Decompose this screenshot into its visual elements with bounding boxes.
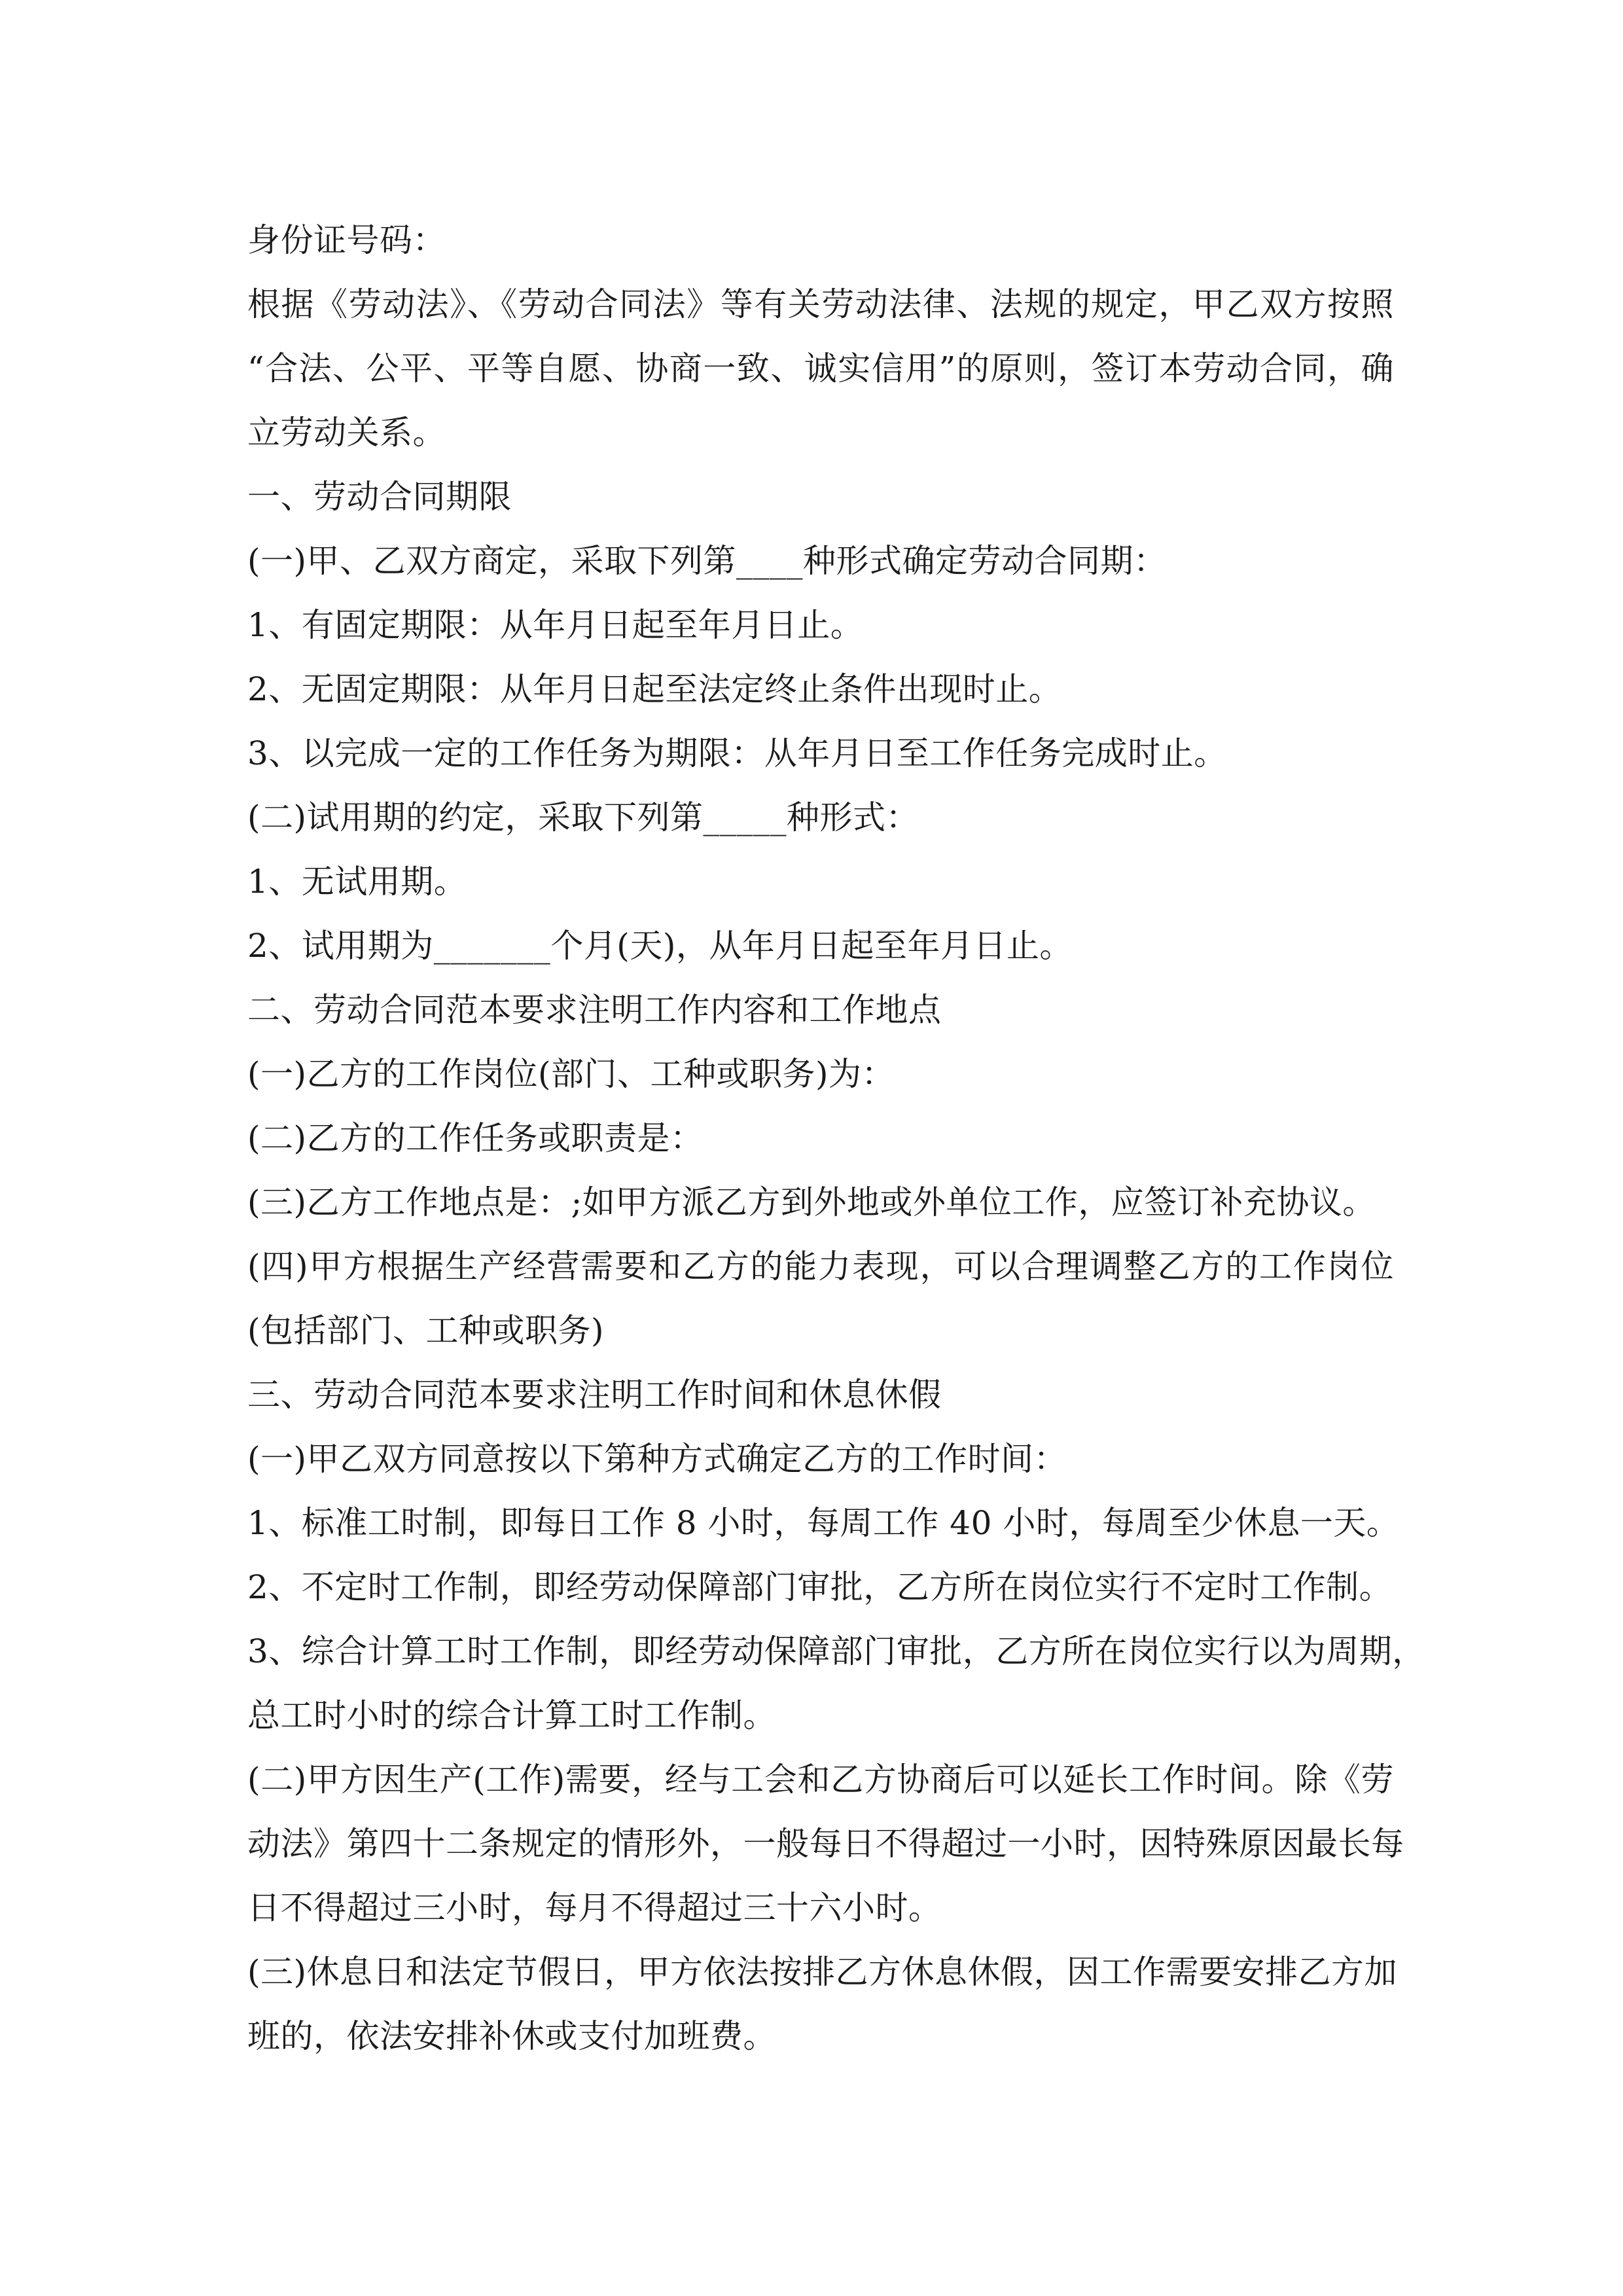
clause-1-2-option-2: 2、试用期为_______个月(天)，从年月日起至年月日止。 bbox=[247, 927, 1073, 965]
id-number-line: 身份证号码： bbox=[247, 221, 446, 259]
clause-1-2-option-1: 1、无试用期。 bbox=[247, 863, 467, 901]
clause-3-3-line-2: 班的，依法安排补休或支付加班费。 bbox=[247, 2017, 776, 2055]
document-body bbox=[247, 208, 1425, 2068]
clause-3-1: (一)甲乙双方同意按以下第种方式确定乙方的工作时间： bbox=[247, 1440, 1067, 1478]
clause-1-2: (二)试用期的约定，采取下列第_____种形式： bbox=[247, 798, 919, 836]
section-heading-2: 二、劳动合同范本要求注明工作内容和工作地点 bbox=[247, 991, 942, 1029]
section-heading-3: 三、劳动合同范本要求注明工作时间和休息休假 bbox=[247, 1376, 942, 1414]
clause-3-1-option-3-line-1: 3、综合计算工时工作制，即经劳动保障部门审批，乙方所在岗位实行以为周期， bbox=[247, 1632, 1425, 1670]
preamble-line-3: 立劳动关系。 bbox=[247, 414, 446, 452]
clause-1-1-option-3: 3、以完成一定的工作任务为期限：从年月日至工作任务完成时止。 bbox=[247, 734, 1227, 772]
clause-3-1-option-2: 2、不定时工作制，即经劳动保障部门审批，乙方所在岗位实行不定时工作制。 bbox=[247, 1568, 1393, 1606]
clause-1-1: (一)甲、乙双方商定，采取下列第____种形式确定劳动合同期： bbox=[247, 542, 1167, 580]
clause-3-1-option-1: 1、标准工时制，即每日工作 8 小时，每周工作 40 小时，每周至少休息一天。 bbox=[247, 1504, 1400, 1542]
clause-3-2-line-2: 动法》第四十二条规定的情形外，一般每日不得超过一小时，因特殊原因最长每 bbox=[247, 1825, 1404, 1863]
clause-2-3: (三)乙方工作地点是：;如甲方派乙方到外地或外单位工作，应签订补充协议。 bbox=[247, 1183, 1376, 1221]
clause-1-1-option-2: 2、无固定期限：从年月日起至法定终止条件出现时止。 bbox=[247, 670, 1062, 708]
clause-1-1-option-1: 1、有固定期限：从年月日起至年月日止。 bbox=[247, 606, 864, 644]
clause-2-4-line-2: (包括部门、工种或职务) bbox=[247, 1312, 605, 1350]
preamble-line-1: 根据《劳动法》、《劳动合同法》等有关劳动法律、法规的规定，甲乙双方按照 bbox=[247, 285, 1394, 323]
clause-3-3-line-1: (三)休息日和法定节假日，甲方依法按排乙方休息休假，因工作需要安排乙方加 bbox=[247, 1953, 1398, 1991]
clause-3-1-option-3-line-2: 总工时小时的综合计算工时工作制。 bbox=[247, 1696, 776, 1734]
clause-2-1: (一)乙方的工作岗位(部门、工种或职务)为： bbox=[247, 1055, 895, 1093]
clause-2-4-line-1: (四)甲方根据生产经营需要和乙方的能力表现，可以合理调整乙方的工作岗位 bbox=[247, 1247, 1394, 1285]
clause-3-2-line-1: (二)甲方因生产(工作)需要，经与工会和乙方协商后可以延长工作时间。除《劳 bbox=[247, 1761, 1394, 1799]
preamble-line-2: “合法、公平、平等自愿、协商一致、诚实信用”的原则，签订本劳动合同，确 bbox=[247, 350, 1394, 387]
clause-2-2: (二)乙方的工作任务或职责是： bbox=[247, 1119, 704, 1157]
section-heading-1: 一、劳动合同期限 bbox=[247, 478, 512, 516]
clause-3-2-line-3: 日不得超过三小时，每月不得超过三十六小时。 bbox=[247, 1889, 942, 1927]
